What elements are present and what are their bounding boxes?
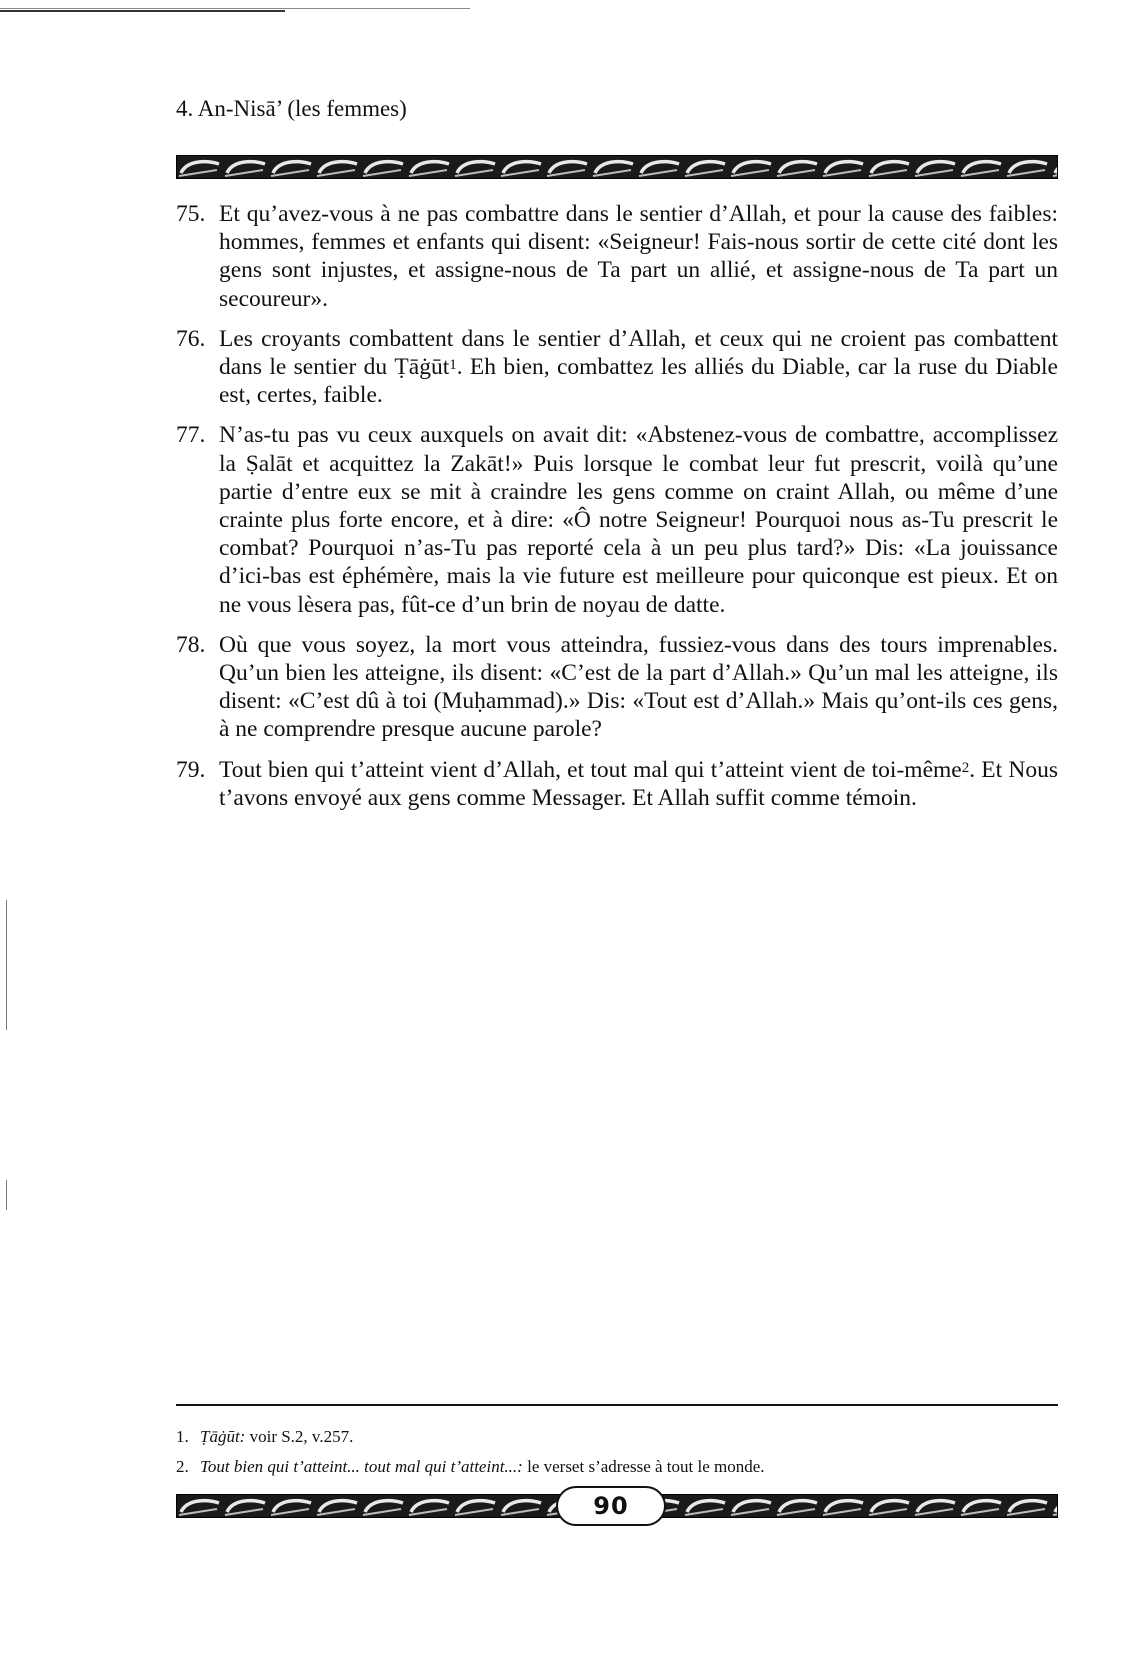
verse-number: 79.: [176, 756, 206, 783]
footnote-ref-2: 2: [961, 759, 970, 776]
footnote-term: Tout bien qui t’atteint... tout mal qui t’atteint...:: [200, 1457, 523, 1476]
verse-79: [176, 756, 1058, 812]
footnote-divider: [176, 1404, 1058, 1406]
footnote-2: [176, 1452, 1058, 1482]
verse-text: [219, 325, 1058, 410]
verse-75: [176, 200, 1058, 313]
verse-number: 76.: [176, 325, 206, 352]
verse-text: N’as-tu pas vu ceux auxquels on avait dit: «Abstenez-vous de combattre, accomplissez la Ṣalāt et acquittez la Zakāt!» Puis lorsque le combat leur fut prescrit, voilà qu’une partie d’entre eux se mit à craindre les gens comme on craint Allah, ou même d’une crainte plus forte encore, et à dire: «Ô notre Seigneur! Pourquoi nous as-Tu prescrit le combat? Pourquoi n’as-Tu pas reporté cela à un peu plus tard?» Dis: «La jouissance d’ici-bas est éphémère, mais la vie future est meilleure pour quiconque est pieux. Et on ne vous lèsera pas, fût-ce d’un brin de noyau de datte.: [219, 422, 1058, 618]
verse-text: [219, 756, 1058, 812]
verse-text-part: Les croyants combattent dans le sentier d’Allah, et ceux qui ne croient pas combattent dans le sentier du Ṭāġūt: [219, 325, 1058, 381]
verse-number: 75.: [176, 201, 206, 227]
scan-edge-line-dark: [0, 10, 285, 12]
footnote-text: le verset s’adresse à tout le monde.: [522, 1457, 765, 1476]
verse-text-part: Tout bien qui t’atteint vient d’Allah, et tout mal qui t’atteint vient de toi-même: [219, 756, 962, 783]
footnote-ref-1: 1: [449, 357, 457, 374]
verse-78: [176, 631, 1058, 744]
verse-77: [176, 421, 1058, 618]
verse-text-part: . Eh bien, combattez les alliés du Diable, car la ruse du Diable est, certes, faible.: [219, 354, 1058, 409]
scan-margin-mark: [6, 1180, 7, 1210]
surah-header: 4. An-Nisā’ (les femmes): [176, 96, 407, 121]
verse-76: [176, 325, 1058, 410]
ornamental-band-top: [176, 155, 1058, 179]
page-number: 90: [556, 1486, 666, 1526]
verse-text: Et qu’avez-vous à ne pas combattre dans le sentier d’Allah, et pour la cause des faibles: hommes, femmes et enfants qui disent: «Seigneur! Fais-nous sortir de cette cité dont les gens sont injustes, et assigne-nous de Ta part un allié, et assigne-nous de Ta part un secoureur».: [219, 201, 1058, 312]
scan-edge-line: [0, 8, 470, 9]
verse-text-part: . Et Nous t’avons envoyé aux gens comme Messager. Et Allah suffit comme témoin.: [219, 756, 1059, 811]
footnote-number: 1.: [176, 1427, 189, 1446]
verse-list: [176, 200, 1058, 824]
footnote-1: [176, 1422, 1058, 1452]
footnote-number: 2.: [176, 1457, 189, 1476]
verse-number: 78.: [176, 631, 206, 658]
footnote-text: voir S.2, v.257.: [245, 1427, 354, 1446]
scan-margin-mark: [6, 900, 7, 1030]
verse-text: Où que vous soyez, la mort vous atteindra, fussiez-vous dans des tours imprenables. Qu’un bien les atteigne, ils disent: «C’est de la part d’Allah.» Qu’un mal les atteigne, ils disent: «C’est dû à toi (Muḥammad).» Dis: «Tout est d’Allah.» Mais qu’ont-ils ces gens, à ne comprendre presque aucune parole?: [219, 631, 1058, 743]
footnote-term: Ṭāġūt:: [200, 1427, 246, 1446]
verse-number: 77.: [176, 422, 206, 449]
footnotes: [176, 1422, 1058, 1482]
